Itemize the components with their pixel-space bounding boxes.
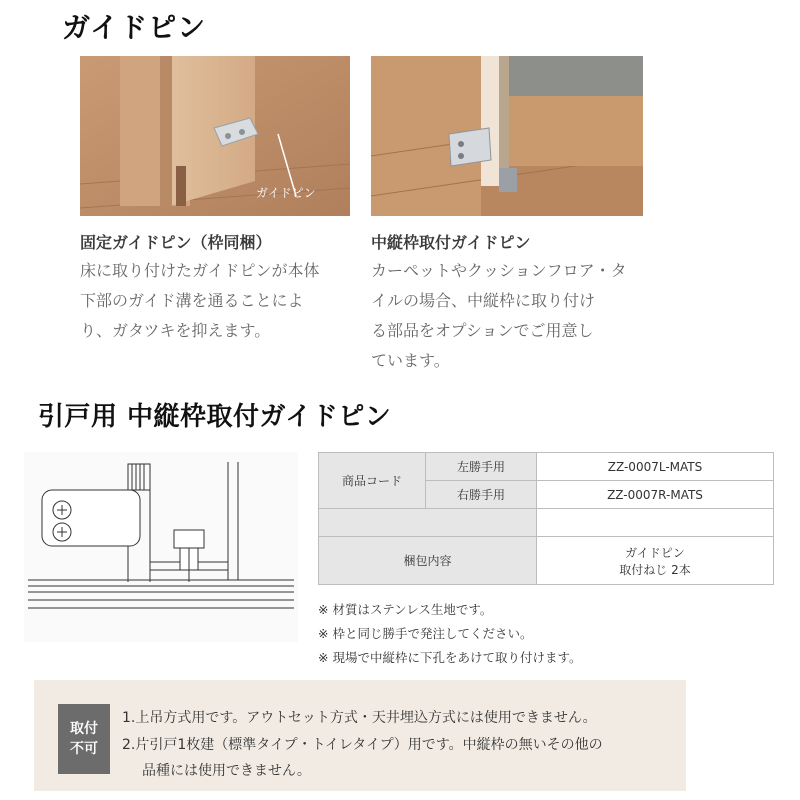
spec-table: [318, 452, 774, 585]
right-hand-label: 右勝手用: [426, 481, 537, 509]
package-item: 取付ねじ 2本: [619, 562, 691, 577]
note: ※ 現場で中縦枠に下孔をあけて取り付けます。: [318, 650, 582, 665]
description-line: 床に取り付けたガイドピンが本体: [80, 261, 320, 280]
package-contents-value: [537, 537, 774, 585]
right-hand-code: ZZ-0007R-MATS: [537, 481, 774, 509]
empty-label-cell: [319, 509, 537, 537]
note: ※ 材質はステンレス生地です。: [318, 602, 493, 617]
package-contents-label: 梱包内容: [319, 537, 537, 585]
product-code-label: 商品コード: [319, 453, 426, 509]
installation-diagram: [24, 452, 298, 642]
fixed-guide-pin-photo: [80, 56, 350, 216]
left-hand-label: 左勝手用: [426, 453, 537, 481]
badge-line: 不可: [70, 741, 98, 757]
description-line: ています。: [371, 351, 450, 370]
package-item: ガイドピン: [625, 545, 685, 560]
description-line: カーペットやクッションフロア・タ: [371, 261, 627, 280]
note: ※ 枠と同じ勝手で発注してください。: [318, 626, 533, 641]
mid-frame-guide-pin-description: [371, 256, 656, 376]
restriction-item-continuation: 品種には使用できません。: [142, 763, 311, 779]
restriction-item: 1.上吊方式用です。アウトセット方式・天井埋込方式には使用できません。: [122, 710, 597, 726]
description-line: イルの場合、中縦枠に取り付け: [371, 291, 596, 310]
left-hand-code: ZZ-0007L-MATS: [537, 453, 774, 481]
description-line: る部品をオプションでご用意し: [371, 321, 594, 340]
mid-frame-guide-pin-title: 中縦枠取付ガイドピン: [371, 233, 531, 252]
restriction-item: 2.片引戸1枚建（標準タイプ・トイレタイプ）用です。中縦枠の無いその他の: [122, 737, 603, 753]
fixed-guide-pin-title: 固定ガイドピン（枠同梱）: [80, 233, 272, 252]
section-title: 引戸用 中縦枠取付ガイドピン: [38, 402, 392, 432]
page-title: ガイドピン: [62, 11, 207, 44]
empty-value-cell: [537, 509, 774, 537]
badge-line: 取付: [70, 721, 98, 737]
fixed-guide-pin-description: [80, 256, 365, 346]
description-line: り、ガタツキを抑えます。: [80, 321, 271, 340]
mid-frame-guide-pin-photo: [371, 56, 643, 216]
description-line: 下部のガイド溝を通ることによ: [80, 291, 304, 310]
guide-pin-label: ガイドピン: [256, 186, 316, 200]
not-applicable-badge: [58, 704, 110, 774]
